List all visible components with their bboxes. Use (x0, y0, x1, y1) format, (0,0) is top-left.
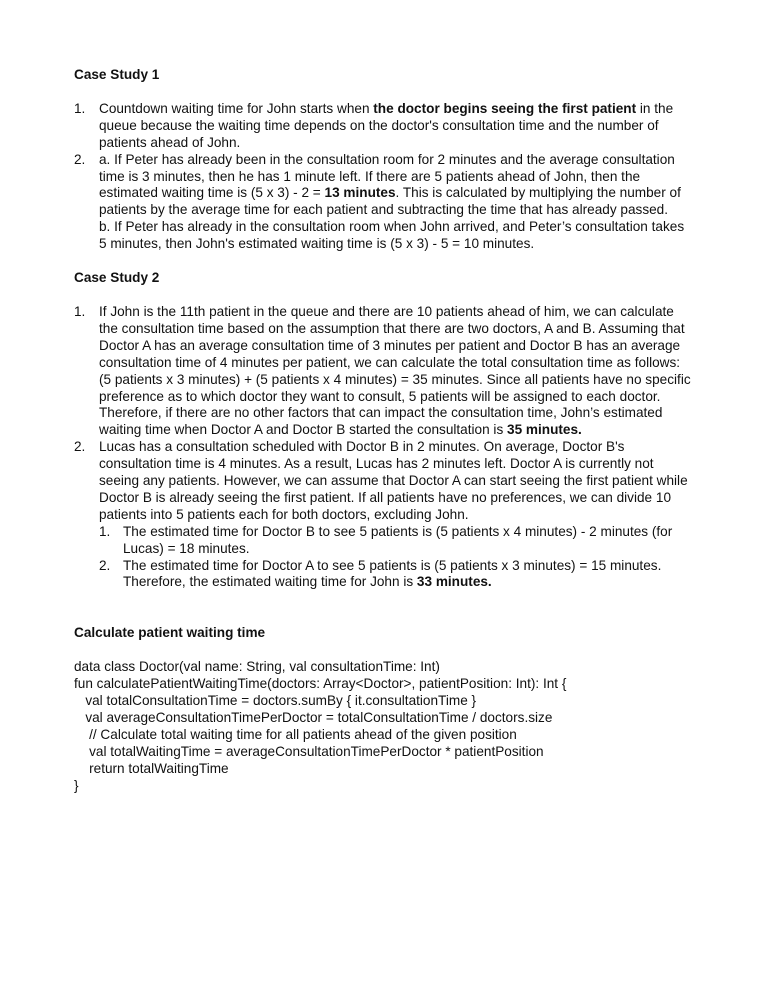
document-page (74, 67, 694, 795)
list-item (74, 439, 694, 591)
code-line: return totalWaitingTime (74, 760, 229, 776)
case-study-2-heading: Case Study 2 (74, 270, 160, 286)
code-line: val totalConsultationTime = doctors.sumBy { it.consultationTime } (74, 693, 477, 709)
item-text: If John is the 11th patient in the queue and there are 10 patients ahead of him, we can calculate the consultation time based on the assumption that there are two doctors, A and B. Assuming that Doctor A has an average consultation time of 3 minutes per patient and Doctor B has an average consultation time of 4 minutes per patient, we can calculate the total consultation time as follows: (5 patients x 3 minutes) + (5 patients x 4 minutes) = 35 minutes. Since all patients have no specific preference as to which doctor they want to consult, 5 patients will be assigned to each doctor. Therefore, if there are no other factors that can impact the consultation time, John’s estimated waiting time when Doctor A and Doctor B started the consultation is (99, 303, 691, 438)
item-text: Lucas has a consultation scheduled with Doctor B in 2 minutes. On average, Doctor B's consultation time is 4 minutes. As a result, Lucas has 2 minutes left. Doctor A is currently not seeing any patients. However, we can assume that Doctor A can start seeing the first patient while Doctor B is already seeing the first patient. If all patients have no preferences, we can divide 10 patients into 5 patients each for both doctors, excluding John. (99, 439, 688, 522)
nested-list-item (99, 524, 694, 558)
case-study-1-heading: Case Study 1 (74, 67, 160, 82)
item-text: in the queue because the waiting time depends on the doctor's consultation time and the number of patients ahead of John. (99, 100, 674, 150)
item-bold-text: 13 minutes (324, 185, 396, 201)
item-text: Countdown waiting time for John starts when (99, 100, 374, 116)
code-line: // Calculate total waiting time for all patients ahead of the given position (74, 726, 517, 742)
nested-list (99, 524, 694, 592)
case-study-2-list (74, 304, 694, 591)
list-number: 1. (99, 523, 111, 539)
code-line: data class Doctor(val name: String, val consultationTime: Int) (74, 659, 440, 675)
list-number: 2. (74, 439, 86, 455)
list-number: 2. (99, 557, 111, 573)
nested-list-item (99, 558, 694, 592)
code-line: val averageConsultationTimePerDoctor = totalConsultationTime / doctors.size (74, 710, 553, 725)
item-paragraph-a (99, 152, 694, 220)
item-text: . This is calculated by multiplying the number of patients by the average time for each patient and subtracting the time that has already passed. (99, 185, 681, 218)
item-bold-text: 35 minutes. (507, 422, 582, 438)
code-line: fun calculatePatientWaitingTime(doctors: Array<Doctor>, patientPosition: Int): Int { (74, 676, 567, 692)
item-bold-text: the doctor begins seeing the first patient (373, 100, 637, 116)
item-text: The estimated time for Doctor B to see 5 patients is (5 patients x 4 minutes) - 2 minutes (for Lucas) = 18 minutes. (123, 523, 673, 556)
item-text: The estimated time for Doctor A to see 5 patients is (5 patients x 3 minutes) = 15 minutes. Therefore, the estimated waiting time for John is (123, 557, 662, 590)
list-number: 2. (74, 151, 86, 167)
list-item (74, 101, 694, 152)
code-block (74, 659, 694, 794)
list-number: 1. (74, 303, 86, 319)
item-paragraph-b: b. If Peter has already in the consultation room when John arrived, and Peter’s consultation takes 5 minutes, then John's estimated waiting time is (5 x 3) - 5 = 10 minutes. (99, 219, 685, 252)
item-bold-text: 33 minutes. (416, 574, 492, 590)
item-text: a. If Peter has already been in the consultation room for 2 minutes and the average consultation time is 3 minutes, then he has 1 minute left. If there are 5 patients ahead of John, then the estimated waiting time is (5 x 3) - 2 = (99, 151, 675, 201)
code-line: val totalWaitingTime = averageConsultationTimePerDoctor * patientPosition (74, 743, 544, 759)
list-number: 1. (74, 100, 86, 116)
case-study-1-list (74, 101, 694, 253)
list-item (74, 304, 694, 439)
calculate-waiting-time-heading: Calculate patient waiting time (74, 625, 266, 641)
code-line: } (74, 777, 79, 793)
list-item (74, 152, 694, 253)
